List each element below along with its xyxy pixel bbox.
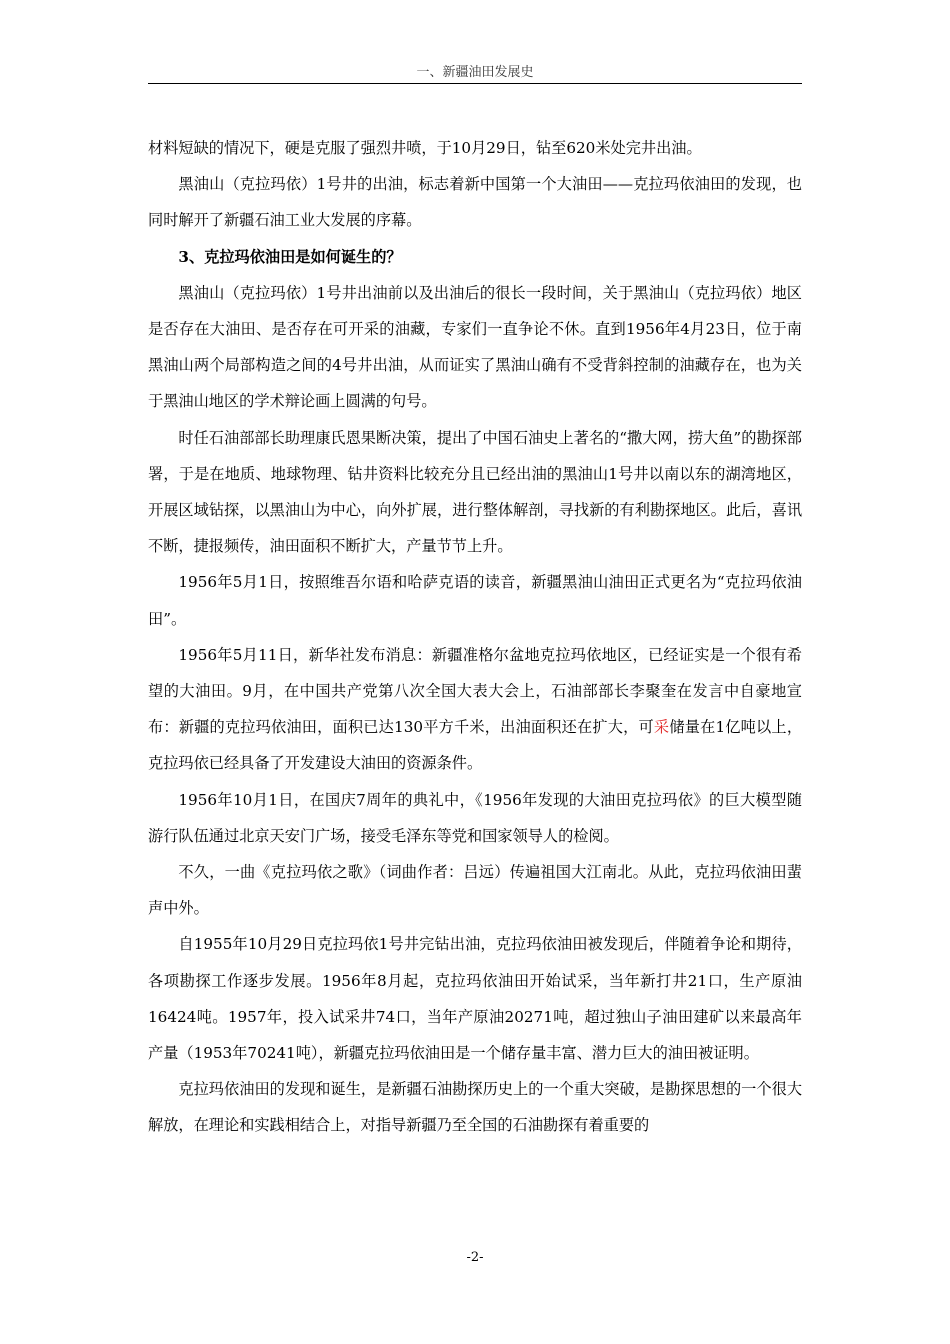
announcement-text-end: 储量在1亿吨以上，克拉玛依已经具备了开发建设大油田的资源条件。 bbox=[148, 718, 803, 773]
paragraph-renaming: 1956年5月1日，按照维吾尔语和哈萨克语的读音，新疆黑油山油田正式更名为“克拉玛依油田”。 bbox=[148, 573, 802, 628]
paragraph-national-day: 1956年10月1日，在国庆7周年的典礼中，《1956年发现的大油田克拉玛依》的巨大模型随游行队伍通过北京天安门广场，接受毛泽东等党和国家领导人的检阅。 bbox=[148, 790, 802, 845]
header-divider bbox=[148, 83, 802, 84]
paragraph-continuation: 材料短缺的情况下，硬是克服了强烈井喷，于10月29日，钻至620米处完井出油。 bbox=[148, 139, 702, 157]
paragraph-song: 不久，一曲《克拉玛依之歌》（词曲作者：吕远）传遍祖国大江南北。从此，克拉玛依油田蜚声中外。 bbox=[148, 863, 802, 918]
page-header-title: 一、新疆油田发展史 bbox=[416, 65, 534, 80]
announcement-text-start: 1956年5月11日，新华社发布消息：新疆准格尔盆地克拉玛依地区，已经证实是一个很有希望的大油田。9月，在中国共产党第八次全国大表大会上，石油部部长李聚奎在发言中自豪地宣布：新疆的克拉玛依油田，面积已达130平方千米，出油面积还在扩大，可 bbox=[148, 645, 802, 737]
paragraph-significance: 克拉玛依油田的发现和诞生，是新疆石油勘探历史上的一个重大突破，是勘探思想的一个很大解放，在理论和实践相结合上，对指导新疆乃至全国的石油勘探有着重要的 bbox=[148, 1080, 802, 1135]
paragraph-debate: 黑油山（克拉玛依）1号井出油前以及出油后的很长一段时间，关于黑油山（克拉玛依）地区是否存在大油田、是否存在可开采的油藏，专家们一直争论不休。直到1956年4月23日，位于南黑油山两个局部构造之间的4号井出油，从而证实了黑油山确有不受背斜控制的油藏存在，也为关于黑油山地区的学术辩论画上圆满的句号。 bbox=[148, 283, 802, 411]
page-number: -2- bbox=[466, 1250, 484, 1265]
paragraph-strategy: 时任石油部部长助理康氏恩果断决策，提出了中国石油史上著名的“撒大网，捞大鱼”的勘探部署，于是在地质、地球物理、钻井资料比较充分且已经出油的黑油山1号井以南以东的湖湾地区，开展区域钻探，以黑油山为中心，向外扩展，进行整体解剖，寻找新的有利勘探地区。此后，喜讯不断，捷报频传，油田面积不断扩大，产量节节上升。 bbox=[148, 428, 802, 556]
highlighted-character: 采 bbox=[653, 718, 670, 737]
document-body bbox=[148, 130, 802, 1144]
paragraph-announcement bbox=[148, 637, 802, 782]
paragraph-production: 自1955年10月29日克拉玛依1号井完钻出油，克拉玛依油田被发现后，伴随着争论和期待，各项勘探工作逐步发展。1956年8月起，克拉玛依油田开始试采，当年新打井21口，生产原油16424吨。1957年，投入试采井74口，当年产原油20271吨，超过独山子油田建矿以来最高年产量（1953年70241吨），新疆克拉玛依油田是一个储存量丰富、潜力巨大的油田被证明。 bbox=[148, 935, 802, 1063]
section-heading: 3、克拉玛依油田是如何诞生的？ bbox=[178, 247, 402, 266]
paragraph-discovery: 黑油山（克拉玛依）1号井的出油，标志着新中国第一个大油田——克拉玛依油田的发现，也同时解开了新疆石油工业大发展的序幕。 bbox=[148, 175, 802, 230]
